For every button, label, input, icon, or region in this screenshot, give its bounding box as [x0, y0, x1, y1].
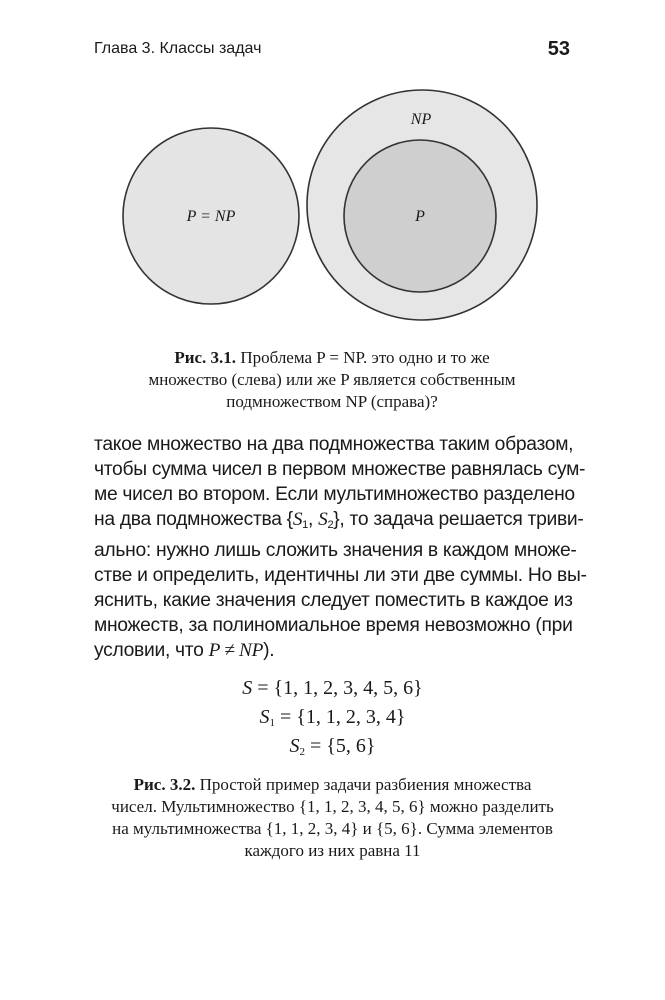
caption-line: на мультимножества {1, 1, 2, 3, 4} и {5, 6}. Сумма элементов	[112, 819, 553, 838]
caption-line: множество (слева) или же P является собственным	[148, 370, 516, 389]
equation-rhs: = {1, 1, 2, 3, 4, 5, 6}	[252, 677, 423, 699]
figure-1-caption	[94, 347, 570, 413]
text-fragment: условии, что	[94, 640, 209, 661]
caption-text: Проблема P = NP. это одно и то же	[240, 348, 490, 367]
math-subscript: 2	[299, 746, 305, 758]
text-fragment: на два подмножества {	[94, 509, 293, 530]
text-line: множеств, за полиномиальное время невозможно (при	[94, 615, 573, 636]
caption-text: Простой пример задачи разбиения множества	[199, 775, 532, 794]
text-line	[94, 638, 571, 663]
text-fragment: }, то задача решается триви-	[333, 509, 584, 530]
equation-s	[94, 673, 571, 703]
text-line: ально: нужно лишь сложить значения в каждом множе-	[94, 540, 577, 561]
text-line: такое множество на два подмножества таким образом,	[94, 434, 574, 455]
math-subscript: 1	[302, 519, 308, 531]
text-fragment: ,	[308, 509, 319, 530]
math-inline: P ≠ NP	[208, 640, 264, 661]
math-var-s: S	[292, 509, 303, 530]
math-var-s: S	[318, 509, 328, 530]
caption-line: чисел. Мультимножество {1, 1, 2, 3, 4, 5, 6} можно разделить	[111, 797, 554, 816]
chapter-title: Глава 3. Классы задач	[94, 40, 262, 57]
left-circle-label: P = NP	[186, 208, 236, 225]
caption-label: Рис. 3.1.	[174, 348, 237, 367]
venn-diagram-figure	[0, 0, 665, 330]
text-line: ме чисел во втором. Если мультимножество разделено	[94, 484, 575, 505]
caption-line	[94, 347, 570, 369]
equation-s2	[94, 731, 571, 767]
caption-line: подмножеством NP (справа)?	[226, 392, 438, 411]
body-paragraph	[94, 432, 587, 663]
equation-rhs: = {5, 6}	[305, 735, 376, 757]
text-line: стве и определить, идентичны ли эти две суммы. Но вы-	[94, 565, 587, 586]
page-number: 53	[547, 38, 570, 60]
equation-rhs: = {1, 1, 2, 3, 4}	[275, 706, 406, 728]
right-inner-circle-label: P	[415, 208, 425, 225]
text-line: чтобы сумма чисел в первом множестве равнялась сум-	[94, 459, 586, 480]
math-var-s: S	[242, 677, 253, 699]
math-subscript: 1	[269, 717, 275, 729]
math-subscript: 2	[327, 519, 334, 531]
caption-line: каждого из них равна 11	[244, 841, 421, 860]
caption-label: Рис. 3.2.	[133, 775, 196, 794]
math-var-s: S	[289, 735, 300, 757]
text-line	[94, 507, 584, 538]
right-outer-circle-label: NP	[410, 111, 432, 128]
figure-2-caption	[94, 774, 571, 862]
caption-line	[94, 774, 571, 796]
text-line: яснить, какие значения следует поместить в каждое из	[94, 590, 573, 611]
text-fragment: ).	[263, 640, 275, 661]
math-var-s: S	[259, 706, 270, 728]
